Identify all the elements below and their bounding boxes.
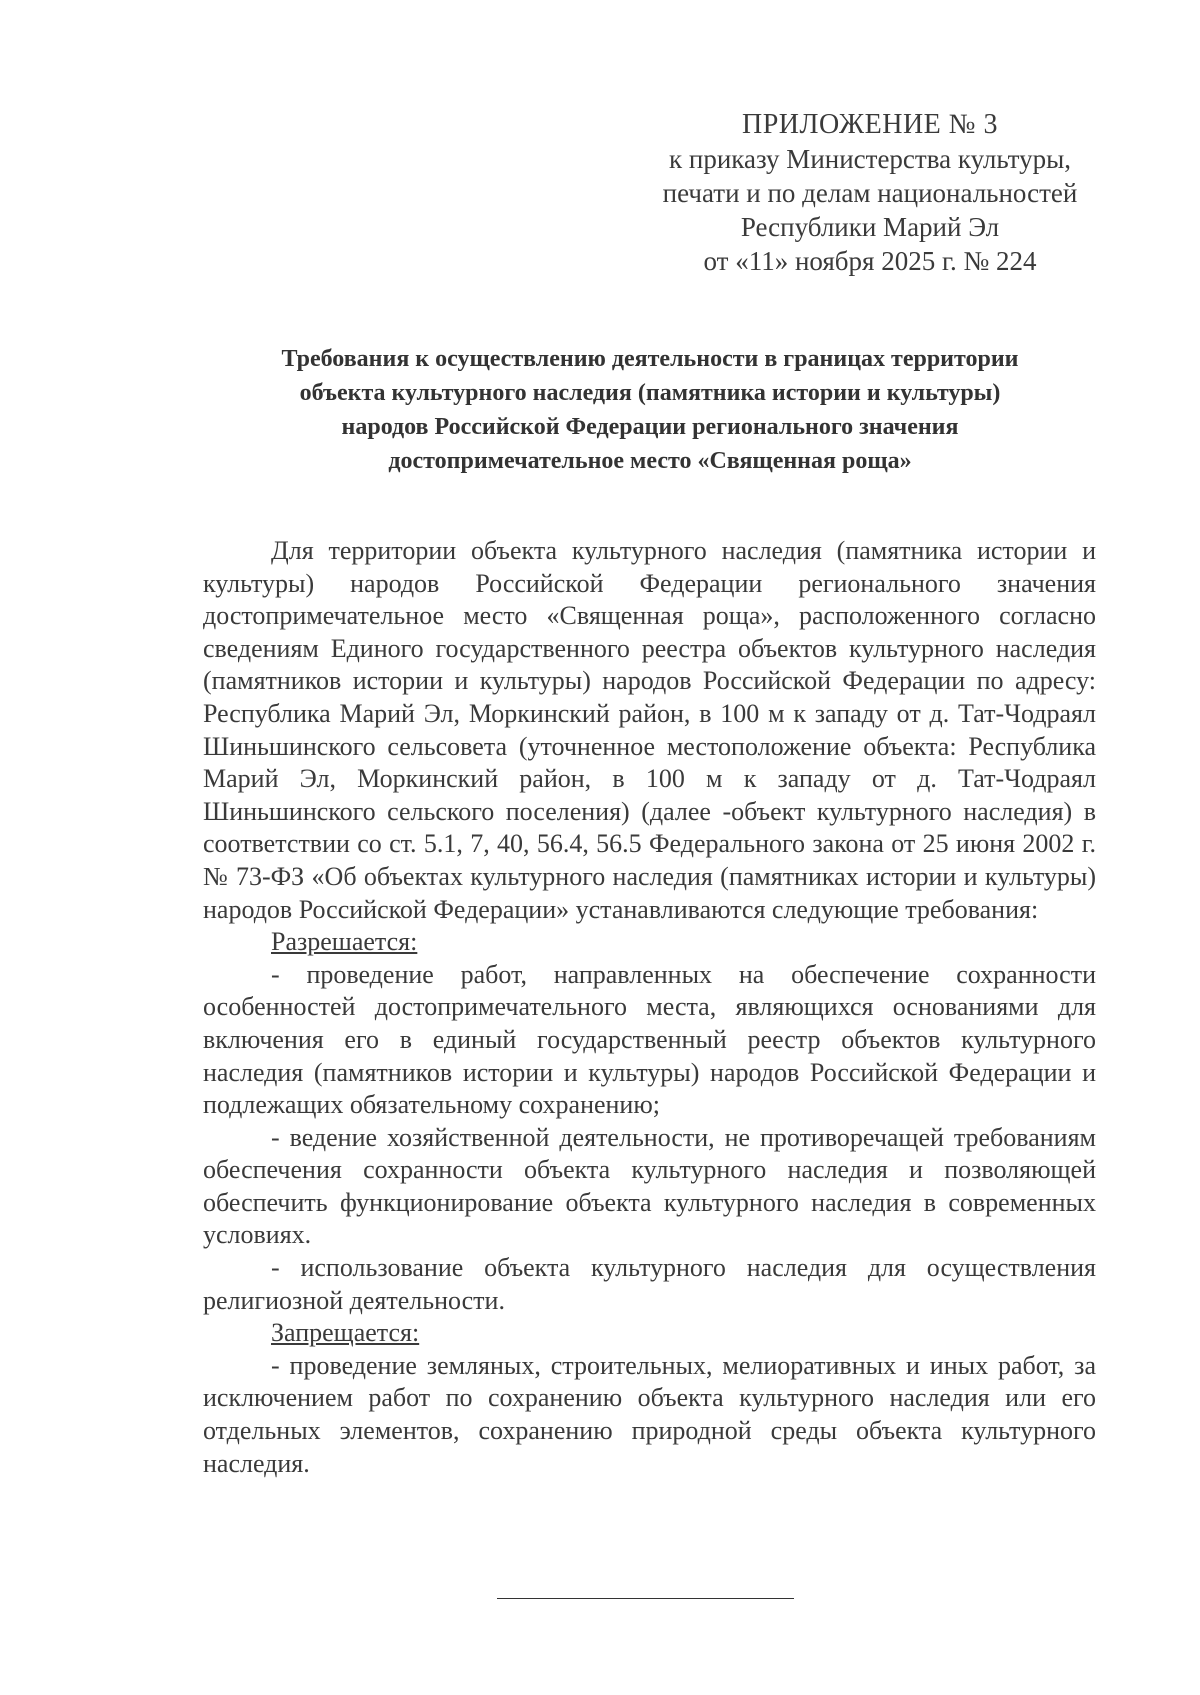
allowed-item: - ведение хозяйственной деятельности, не противоречащей требованиям обеспечения сохранности объекта культурного наследия и позволяющей обеспечить функционирование объекта культурного наследия в современных условиях. [203,1122,1096,1250]
intro-paragraph: Для территории объекта культурного наследия (памятника истории и культуры) народов Российской Федерации регионального значения достопримечательное место «Священная роща», расположенного согласно сведениям Единого государственного реестра объектов культурного наследия (памятников истории и культуры) народов Российской Федерации по адресу: Республика Марий Эл, Моркинский район, в 100 м к западу от д. Тат-Чодраял Шиньшинского сельсовета (уточненное местоположение объекта: Республика Марий Эл, Моркинский район, в 100 м к западу от д. Тат-Чодраял Шиньшинского сельского поселения) (далее -объект культурного наследия) в соответствии со ст. 5.1, 7, 40, 56.4, 56.5 Федерального закона от 25 июня 2002 г. № 73-ФЗ «Об объектах культурного наследия (памятниках истории и культуры) народов Российской Федерации» устанавливаются следующие требования: [203,536,1096,924]
title-line-2: объекта культурного наследия (памятника истории и культуры) [299,380,1001,406]
document-body [203,535,1096,1480]
allowed-item: - использование объекта культурного наследия для осуществления религиозной деятельности. [203,1253,1096,1315]
forbidden-heading-row [203,1317,1096,1350]
title-line-3: народов Российской Федерации регионального значения [341,414,959,440]
allowed-heading: Разрешается: [271,927,418,957]
appendix-title: ПРИЛОЖЕНИЕ № 3 [742,109,998,140]
allowed-heading-row [203,926,1096,959]
appendix-line-ministry: печати и по делам национальностей [662,178,1078,208]
appendix-line-order: к приказу Министерства культуры, [669,144,1071,174]
appendix-header [640,108,1100,278]
appendix-line-date: от «11» ноября 2025 г. № 224 [703,246,1037,276]
title-line-1: Требования к осуществлению деятельности в границах территории [281,346,1019,372]
forbidden-item: - проведение земляных, строительных, мелиоративных и иных работ, за исключением работ по сохранению объекта культурного наследия или его отдельных элементов, сохранению природной среды объекта культурного наследия. [203,1350,1096,1478]
title-line-4: достопримечательное место «Священная роща» [388,448,912,474]
appendix-line-republic: Республики Марий Эл [740,212,1000,242]
document-title [190,342,1110,478]
footer-divider [497,1598,794,1599]
forbidden-heading: Запрещается: [271,1318,420,1348]
allowed-item: - проведение работ, направленных на обеспечение сохранности особенностей достопримечательного места, являющихся основаниями для включения его в единый государственный реестр объектов культурного наследия (памятников истории и культуры) народов Российской Федерации и подлежащих обязательному сохранению; [203,959,1096,1120]
